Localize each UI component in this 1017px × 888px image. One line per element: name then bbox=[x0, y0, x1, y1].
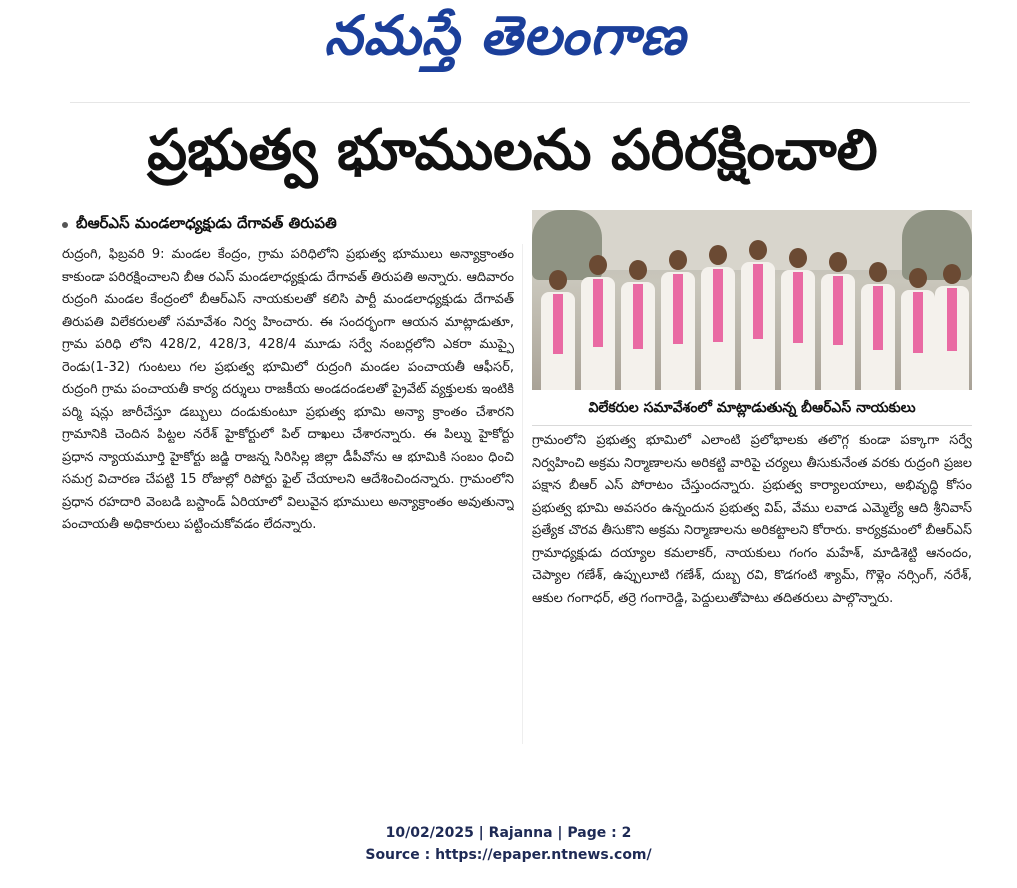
article-headline: ప్రభుత్వ భూములను పరిరక్షించాలి bbox=[147, 117, 878, 183]
photo-person-head bbox=[869, 262, 887, 282]
photo-person bbox=[820, 252, 856, 390]
page-footer bbox=[0, 822, 1017, 866]
photo-person-scarf bbox=[793, 272, 803, 343]
photo-person-scarf bbox=[833, 276, 843, 345]
photo-person bbox=[740, 240, 776, 390]
photo-person-scarf bbox=[947, 288, 957, 351]
photo-person-head bbox=[669, 250, 687, 270]
photo-person-head bbox=[789, 248, 807, 268]
photo-person bbox=[780, 248, 816, 390]
masthead-divider bbox=[70, 102, 970, 103]
photo-person-head bbox=[909, 268, 927, 288]
photo-person-head bbox=[589, 255, 607, 275]
photo-person bbox=[660, 250, 696, 390]
newspaper-masthead: నమస్తే తెలంగాణ bbox=[324, 3, 686, 67]
photo-person-head bbox=[943, 264, 961, 284]
photo-person bbox=[860, 262, 896, 390]
photo-person-scarf bbox=[553, 294, 563, 354]
photo-person-scarf bbox=[913, 292, 923, 353]
article-photo bbox=[532, 210, 972, 390]
bullet-icon bbox=[62, 222, 68, 228]
column-divider bbox=[522, 244, 523, 744]
photo-person-head bbox=[749, 240, 767, 260]
photo-person-head bbox=[549, 270, 567, 290]
photo-person-head bbox=[629, 260, 647, 280]
photo-person-scarf bbox=[673, 274, 683, 344]
photo-person-scarf bbox=[713, 269, 723, 342]
photo-person-head bbox=[709, 245, 727, 265]
photo-person bbox=[900, 268, 936, 390]
footer-date-edition: 10/02/2025 | Rajanna | Page : 2 bbox=[385, 825, 632, 841]
photo-person bbox=[620, 260, 656, 390]
photo-person bbox=[934, 264, 970, 390]
article-column-left: రుద్రంగి, ఫిబ్రవరి 9: మండల కేంద్రం, గ్రామ పరిధిలోని ప్రభుత్వ భూములు అన్యాక్రాంతం కాకుండా పరిరక్షించాలని బీఆ రఎస్ మండలాధ్యక్షుడు దేగావత్ తిరుపతి అన్నారు. ఆదివారం రుద్రంగి మండల కేంద్రంలో బీఆర్ఎస్ నాయకులతో కలిసి పార్టీ మండలాధ్యక్షుడు దేగావత్ తిరుపతి విలేకరులతో సమావేశం నిర్వ హించారు. ఈ సందర్భంగా ఆయన మాట్లాడుతూ, గ్రామ పరిధి లోని 428/2, 428/3, 428/4 మూడు సర్వే నంబర్లలోని ఎకరా ముప్పై రెండు(1-32) గుంటలు గల ప్రభుత్వ భూమిలో రుద్రంగి మండల పంచాయతీ ఆఫీసర్, రుద్రంగి గ్రామ పంచాయతీ కార్య దర్శులు రాజకీయ అండదండలతో ప్రైవేట్ వ్యక్తులకు ఇంటికి పర్మి షన్లు జారీచేస్తూ డబ్బులు దండుకుంటూ ప్రభుత్వ భూమి అన్యా క్రాంతం చేశారని గ్రామానికి చెందిన పిట్టల నరేశ్ హైకోర్టులో పిల్ దాఖలు చేశారన్నారు. ఈ పిల్ను హైకోర్టు ప్రధాన న్యాయమూర్తి హైకోర్టు జడ్జి రాజన్న సిరిసిల్ల జిల్లా డీపీవోను ఆ భూమికి సంబం ధించి సమగ్ర విచారణ చేపట్టి 15 రోజుల్లో రిపోర్టు ఫైల్ చేయాలని ఆదేశించిందన్నారు. గ్రామంలోని ప్రధాన రహదారి వెంబడి బస్టాండ్ ఏరియాలో విలువైన భూములు అన్యాక్రాంతం అవుతున్నా పంచాయతీ అధికారులు పట్టించుకోవడం లేదన్నారు. bbox=[62, 247, 514, 532]
photo-person-scarf bbox=[753, 264, 763, 339]
footer-source: Source : https://epaper.ntnews.com/ bbox=[365, 847, 652, 863]
photo-person-scarf bbox=[873, 286, 883, 350]
photo-person bbox=[540, 270, 576, 390]
photo-person bbox=[580, 255, 616, 390]
article-column-right: గ్రామంలోని ప్రభుత్వ భూమిలో ఎలాంటి ప్రలోభాలకు తలొగ్గ కుండా పక్కాగా సర్వే నిర్వహించి అక్రమ నిర్మాణాలను అరికట్టి వారిపై చర్యలు తీసుకునేంత వరకు రుద్రంగి ప్రజల పక్షాన బీఆర్ ఎస్ పోరాటం చేస్తుందన్నారు. ప్రభుత్వ కార్యాలయాలు, అభివృద్ధి కోసం ప్రభుత్వ భూమి అవసరం ఉన్నందున ప్రభుత్వ విప్, వేము లవాడ ఎమ్మెల్యే ఆది శ్రీనివాస్ ప్రత్యేక చొరవ తీసుకొని అక్రమ నిర్మాణాలను అరికట్టాలని కోరారు. కార్యక్రమంలో బీఆర్ఎస్ గ్రామాధ్యక్షుడు దయ్యాల కమలాకర్, నాయకులు గంగం మహేశ్, మాడిశెట్టి ఆనందం, చెప్యాల గణేశ్, ఉప్పులూటి గణేశ్, దుబ్బ రవి, కొడగంటి శ్యామ్, గొళ్లెం నర్సింగ్, నరేశ్, ఆకుల గంగాధర్, తర్రె గంగారెడ్డి, పెద్దులుతోపాటు తదితరులు పాల్గొన్నారు. bbox=[532, 433, 972, 606]
photo-person-scarf bbox=[593, 279, 603, 347]
photo-caption: విలేకరుల సమావేశంలో మాట్లాడుతున్న బీఆర్ఎస్ నాయకులు bbox=[532, 394, 972, 426]
article-byline bbox=[62, 212, 512, 238]
photo-person bbox=[700, 245, 736, 390]
photo-person-head bbox=[829, 252, 847, 272]
byline-text: బీఆర్ఎస్ మండలాధ్యక్షుడు దేగావత్ తిరుపతి bbox=[76, 214, 337, 232]
photo-person-scarf bbox=[633, 284, 643, 349]
